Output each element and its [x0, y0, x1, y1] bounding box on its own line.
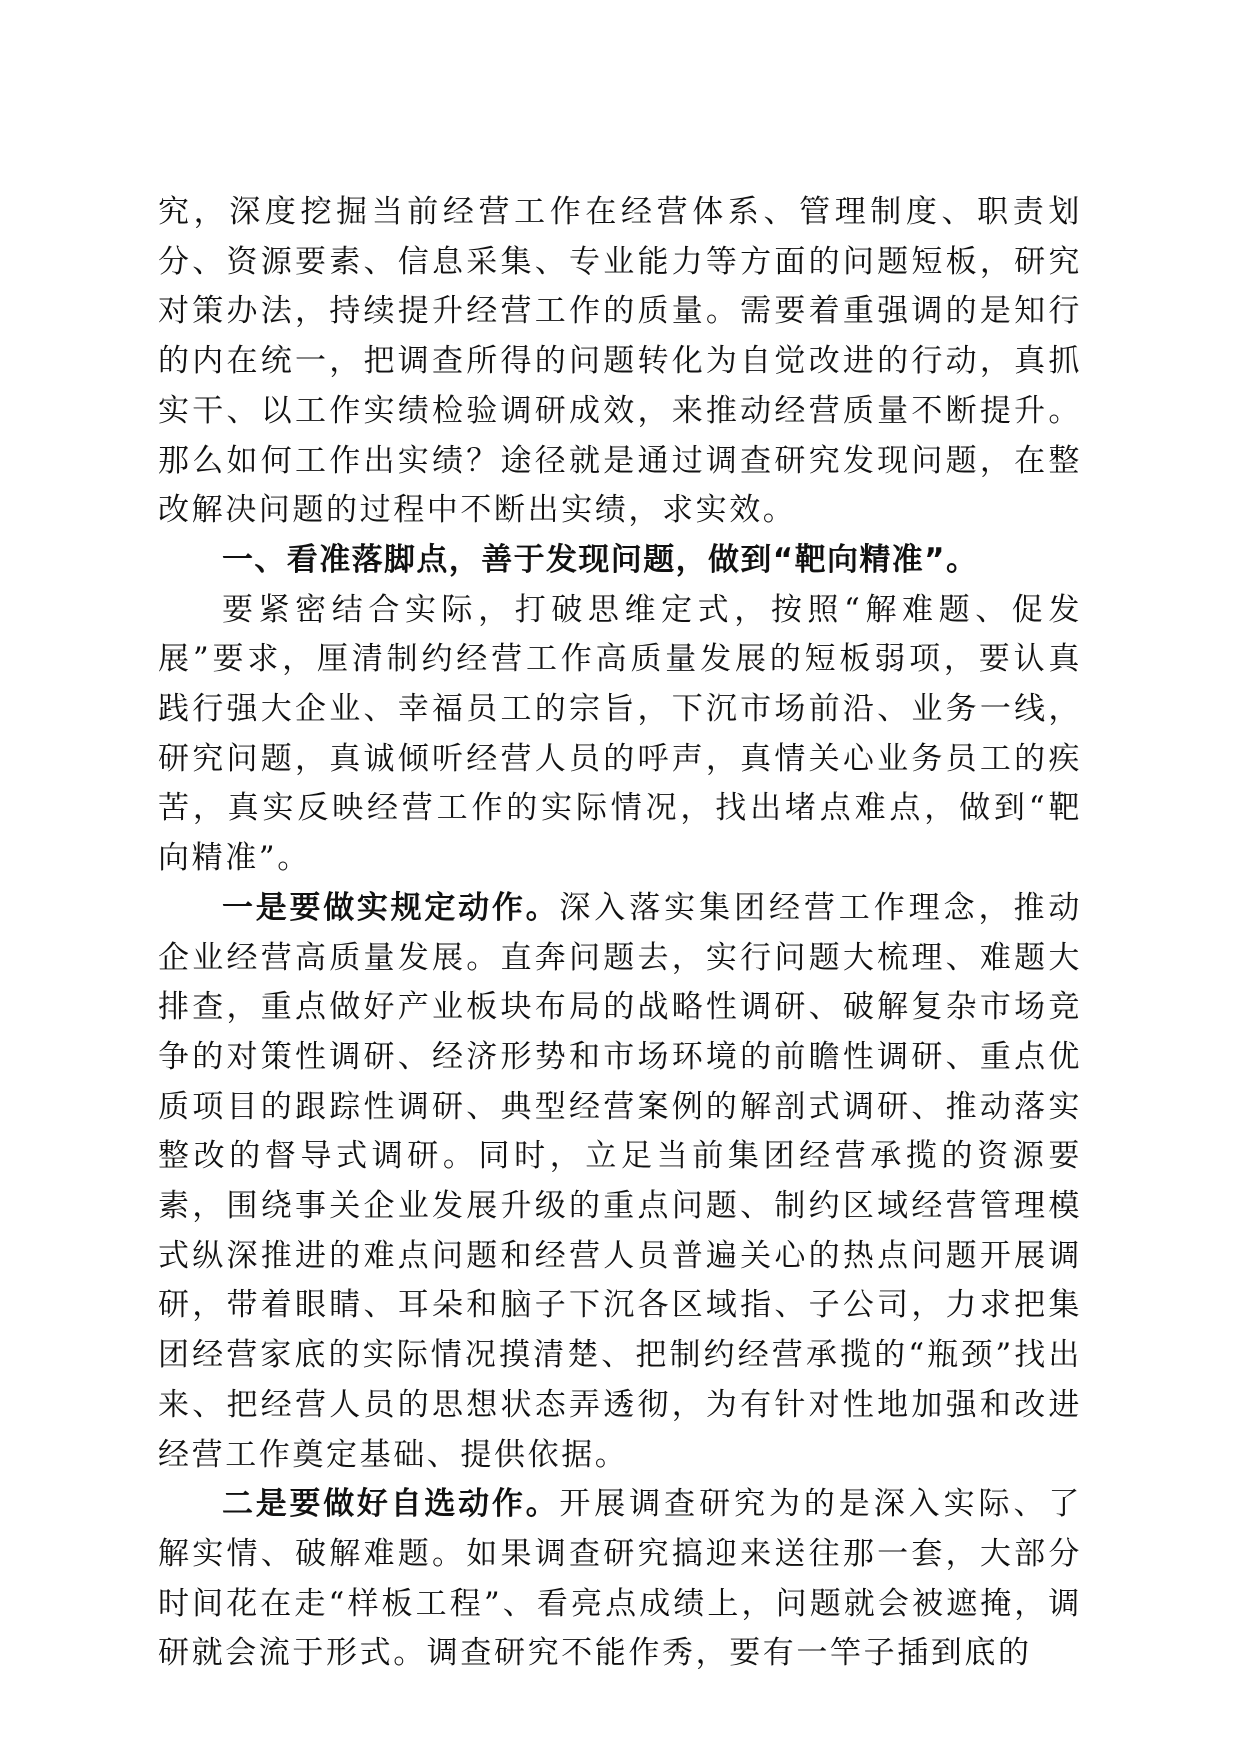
point-2-lead: 二是要做好自选动作。	[222, 1486, 560, 1523]
section-heading-1: 一、看准落脚点，善于发现问题，做到“靶向精准”。	[222, 541, 979, 578]
paragraph-intro-continuation: 究，深度挖掘当前经营工作在经营体系、管理制度、职责划分、资源要素、信息采集、专业能力等方面的问题短板，研究对策办法，持续提升经营工作的质量。需要着重强调的是知行的内在统一，把调查所得的问题转化为自觉改进的行动，真抓实干、以工作实绩检验调研成效，来推动经营质量不断提升。那么如何工作出实绩？途径就是通过调查研究发现问题，在整改解决问题的过程中不断出实绩，求实效。	[158, 194, 1082, 529]
paragraph-point-2	[158, 1480, 1082, 1679]
document-body	[158, 188, 1082, 1679]
point-2-text: 开展调查研究为的是深入实际、了解实情、破解难题。如果调查研究搞迎来送往那一套，大部分时间花在走“样板工程”、看亮点成绩上，问题就会被遮掩，调研就会流于形式。调查研究不能作秀，要有一竿子插到底的	[158, 1486, 1083, 1672]
paragraph-section-1-body: 要紧密结合实际，打破思维定式，按照“解难题、促发展”要求，厘清制约经营工作高质量发展的短板弱项，要认真践行强大企业、幸福员工的宗旨，下沉市场前沿、业务一线，研究问题，真诚倾听经营人员的呼声，真情关心业务员工的疾苦，真实反映经营工作的实际情况，找出堵点难点，做到“靶向精准”。	[158, 591, 1082, 877]
point-1-text: 深入落实集团经营工作理念，推动企业经营高质量发展。直奔问题去，实行问题大梳理、难题大排查，重点做好产业板块布局的战略性调研、破解复杂市场竞争的对策性调研、经济形势和市场环境的前瞻性调研、重点优质项目的跟踪性调研、典型经营案例的解剖式调研、推动落实整改的督导式调研。同时，立足当前集团经营承揽的资源要素，围绕事关企业发展升级的重点问题、制约区域经营管理模式纵深推进的难点问题和经营人员普遍关心的热点问题开展调研，带着眼睛、耳朵和脑子下沉各区域指、子公司，力求把集团经营家底的实际情况摸清楚、把制约经营承揽的“瓶颈”找出来、把经营人员的思想状态弄透彻，为有针对性地加强和改进经营工作奠定基础、提供依据。	[158, 889, 1083, 1473]
paragraph-point-1	[158, 884, 1082, 1480]
point-1-lead: 一是要做实规定动作。	[222, 889, 560, 926]
